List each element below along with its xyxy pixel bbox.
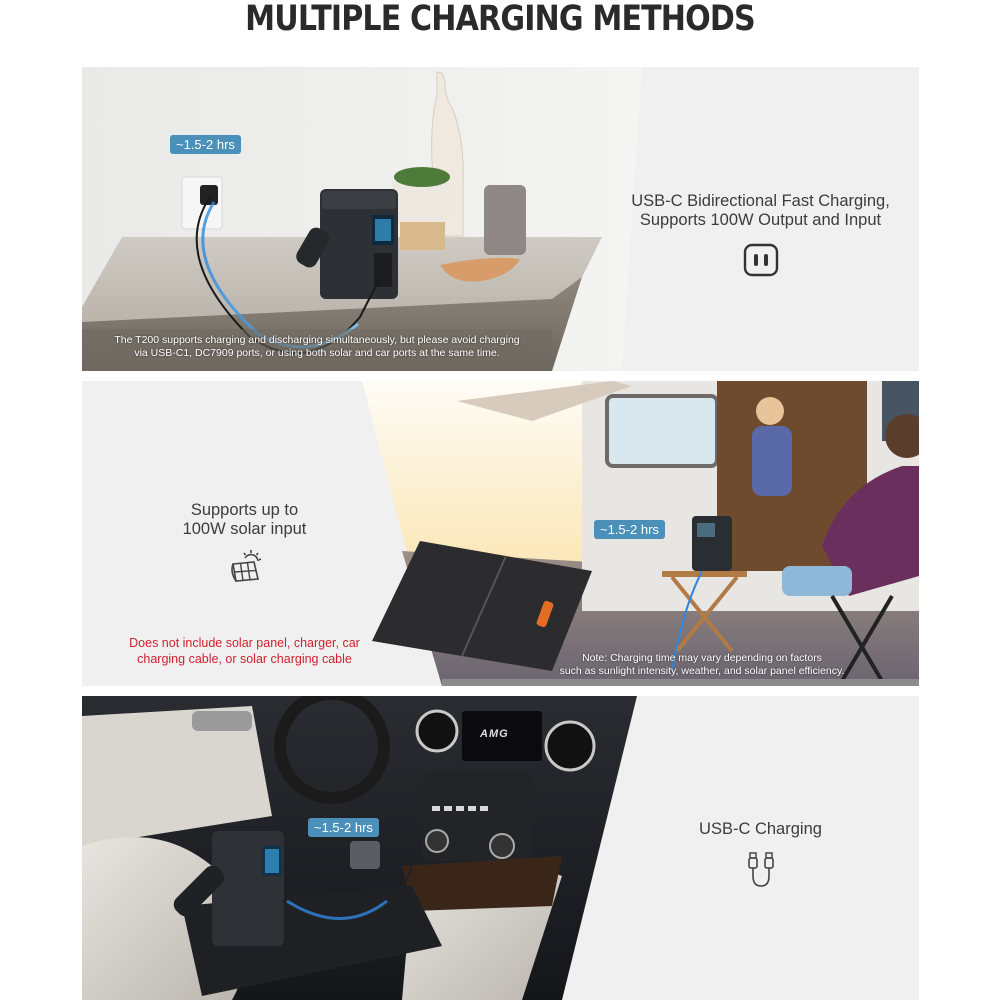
warning-line: charging cable, or solar charging cable bbox=[137, 652, 352, 666]
note-line: such as sunlight intensity, weather, and solar panel efficiency. bbox=[559, 664, 845, 677]
usb-c-cable-icon bbox=[746, 851, 776, 889]
caption-line: Supports up to bbox=[190, 501, 299, 519]
car-charging-scene bbox=[82, 696, 637, 1000]
not-included-warning bbox=[102, 635, 387, 667]
car-charging-info bbox=[602, 820, 919, 889]
note-line: via USB-C1, DC7909 ports, or using both solar and car ports at the same time. bbox=[134, 346, 500, 359]
simultaneous-charging-note bbox=[82, 334, 552, 359]
duration-badge: ~1.5-2 hrs bbox=[308, 818, 379, 837]
page-title: MULTIPLE CHARGING METHODS bbox=[245, 0, 755, 39]
warning-line: Does not include solar panel, charger, car bbox=[129, 636, 360, 650]
solar-charging-photo bbox=[362, 381, 919, 686]
solar-panel-icon bbox=[227, 549, 263, 583]
duration-badge: ~1.5-2 hrs bbox=[170, 135, 241, 154]
caption-line: USB-C Bidirectional Fast Charging, bbox=[631, 192, 890, 210]
charging-time-note bbox=[502, 652, 902, 677]
duration-badge: ~1.5-2 hrs bbox=[594, 520, 665, 539]
note-line: The T200 supports charging and discharging simultaneously, but please avoid charging bbox=[114, 334, 520, 346]
note-line: Note: Charging time may vary depending on factors bbox=[582, 652, 822, 664]
car-charging-photo bbox=[82, 696, 637, 1000]
wall-charging-photo bbox=[82, 67, 642, 371]
dashboard-label: AMG bbox=[480, 728, 509, 740]
caption-line: USB-C Charging bbox=[699, 820, 822, 838]
panel-solar-charging bbox=[82, 381, 919, 686]
ac-outlet-icon bbox=[743, 243, 779, 277]
caption-line: Supports 100W Output and Input bbox=[639, 211, 882, 229]
solar-charging-info bbox=[112, 501, 377, 583]
panel-wall-charging bbox=[82, 67, 919, 371]
caption-line: 100W solar input bbox=[182, 520, 307, 538]
wall-charging-scene bbox=[82, 67, 642, 371]
wall-charging-info bbox=[602, 192, 919, 277]
panel-car-charging bbox=[82, 696, 919, 1000]
